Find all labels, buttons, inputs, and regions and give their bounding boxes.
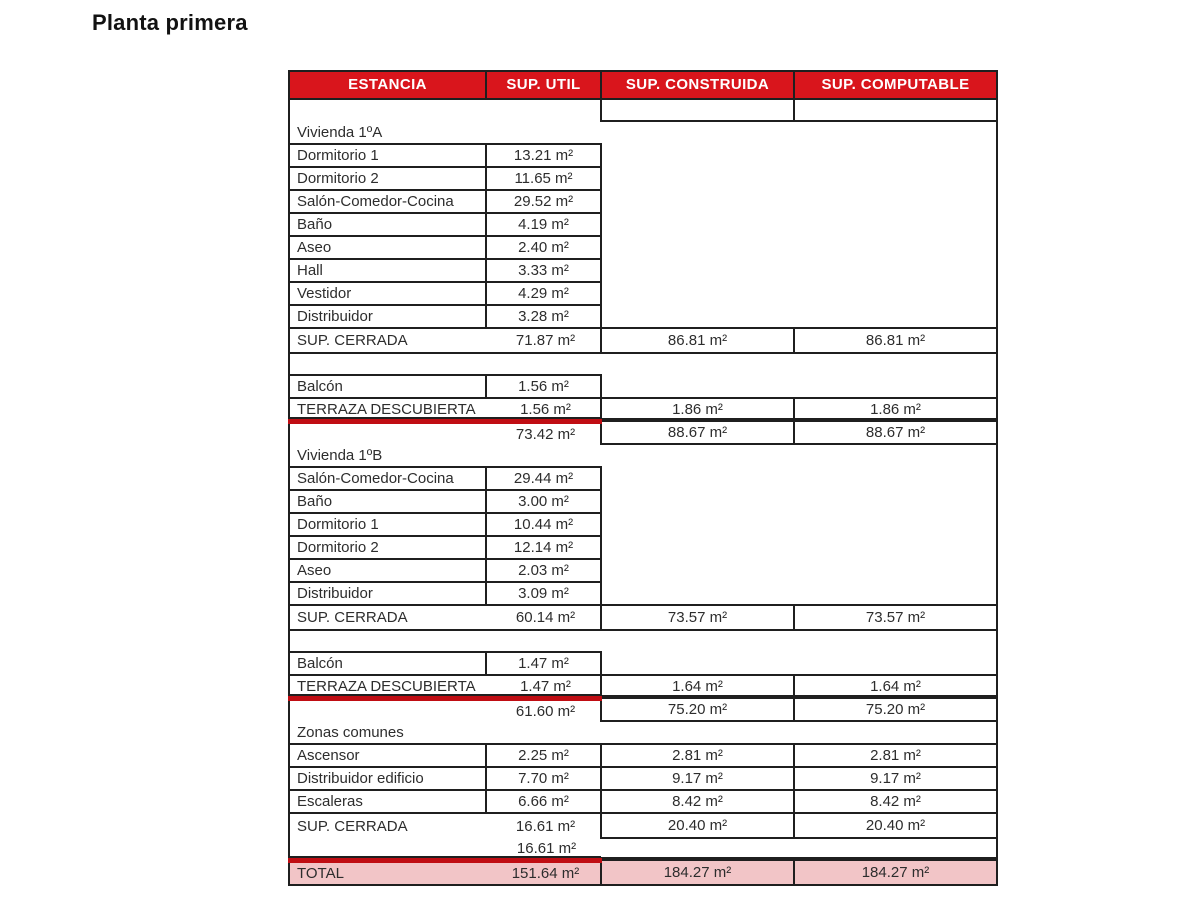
merged-empty-cell xyxy=(601,121,997,328)
sup-construida-cell: 73.57 m² xyxy=(601,605,794,630)
sup-construida-cell: 184.27 m² xyxy=(601,860,794,885)
row-subtotal xyxy=(289,698,997,721)
row-label: TERRAZA DESCUBIERTA xyxy=(297,400,476,418)
row-repeat xyxy=(289,838,997,860)
terraza-row-cell xyxy=(289,675,601,698)
row-spacer_mid xyxy=(289,353,997,375)
row-spacer_open xyxy=(289,99,997,121)
sup-util-cell: 29.52 m² xyxy=(486,190,601,213)
merged-empty-cell xyxy=(601,721,997,744)
row-item4 xyxy=(289,744,997,767)
row-label: TERRAZA DESCUBIERTA xyxy=(297,677,476,695)
sup-construida-cell: 1.86 m² xyxy=(601,398,794,421)
row-value-util: 71.87 m² xyxy=(515,332,576,350)
estancia-cell: Balcón xyxy=(289,652,486,675)
sup-construida-cell: 20.40 m² xyxy=(601,813,794,838)
estancia-cell: Aseo xyxy=(289,236,486,259)
header-estancia: ESTANCIA xyxy=(289,71,486,99)
sup-computable-cell xyxy=(794,99,997,121)
sup-util-cell: 7.70 m² xyxy=(486,767,601,790)
sup-computable-cell: 1.86 m² xyxy=(794,398,997,421)
row-terraza xyxy=(289,675,997,698)
sup-computable-cell: 73.57 m² xyxy=(794,605,997,630)
sup-util-cell: 3.09 m² xyxy=(486,582,601,605)
row-sum xyxy=(289,328,997,353)
sup-util-cell: 29.44 m² xyxy=(486,467,601,490)
estancia-cell: Balcón xyxy=(289,375,486,398)
sup-construida-cell: 2.81 m² xyxy=(601,744,794,767)
area-table xyxy=(288,70,998,886)
estancia-cell: Escaleras xyxy=(289,790,486,813)
sup-util-cell: 2.40 m² xyxy=(486,236,601,259)
estancia-cell: Dormitorio 1 xyxy=(289,144,486,167)
subtotal-row-cell xyxy=(289,421,601,444)
row-sum xyxy=(289,813,997,838)
sup-computable-cell: 86.81 m² xyxy=(794,328,997,353)
sup-util-cell: 3.33 m² xyxy=(486,259,601,282)
sup-util-cell: 1.47 m² xyxy=(486,652,601,675)
sup-util-cell: 3.00 m² xyxy=(486,490,601,513)
total-row-cell xyxy=(289,860,601,885)
row-label: TOTAL xyxy=(297,865,344,883)
section-label-cell: Vivienda 1ºA xyxy=(289,121,601,144)
header-sup-construida: SUP. CONSTRUIDA xyxy=(601,71,794,99)
estancia-cell: Dormitorio 1 xyxy=(289,513,486,536)
sup-computable-cell: 9.17 m² xyxy=(794,767,997,790)
row-item4 xyxy=(289,790,997,813)
row-label: SUP. CERRADA xyxy=(297,609,408,627)
table-body xyxy=(289,99,997,885)
surface-table xyxy=(288,70,998,886)
sup-computable-cell: 184.27 m² xyxy=(794,860,997,885)
sup-computable-cell: 8.42 m² xyxy=(794,790,997,813)
subtotal-row-cell xyxy=(289,698,601,721)
sup-construida-cell: 88.67 m² xyxy=(601,421,794,444)
merged-empty-cell xyxy=(601,444,997,605)
terraza-row-cell xyxy=(289,398,601,421)
sup-construida-cell: 1.64 m² xyxy=(601,675,794,698)
sup-util-cell: 12.14 m² xyxy=(486,536,601,559)
row-value-util: 60.14 m² xyxy=(515,609,576,627)
sup-util-cell: 4.19 m² xyxy=(486,213,601,236)
sup-construida-cell: 86.81 m² xyxy=(601,328,794,353)
estancia-cell: Vestidor xyxy=(289,282,486,305)
page-title: Planta primera xyxy=(92,10,248,35)
sup-construida-cell xyxy=(601,99,794,121)
header-sup-computable: SUP. COMPUTABLE xyxy=(794,71,997,99)
sup-util-cell: 2.25 m² xyxy=(486,744,601,767)
row-subtotal xyxy=(289,421,997,444)
sup-construida-cell: 8.42 m² xyxy=(601,790,794,813)
row-item4 xyxy=(289,767,997,790)
row-label xyxy=(290,710,491,711)
section-label-cell: Vivienda 1ºB xyxy=(289,444,601,467)
estancia-cell: Hall xyxy=(289,259,486,282)
row-section xyxy=(289,721,997,744)
row-label xyxy=(290,433,491,434)
row-value-util: 16.61 m² xyxy=(515,817,576,835)
sup-util-cell: 4.29 m² xyxy=(486,282,601,305)
estancia-cell: Salón-Comedor-Cocina xyxy=(289,467,486,490)
repeat-value-cell xyxy=(289,838,601,860)
sum-row-cell xyxy=(289,813,601,838)
estancia-cell: Distribuidor xyxy=(289,305,486,328)
row-label: SUP. CERRADA xyxy=(297,332,408,350)
row-value-util: 151.64 m² xyxy=(511,865,580,883)
estancia-spacer-cell xyxy=(289,353,601,375)
estancia-cell: Distribuidor edificio xyxy=(289,767,486,790)
merged-empty-cell xyxy=(601,838,997,860)
row-label xyxy=(290,847,492,848)
sup-util-cell: 6.66 m² xyxy=(486,790,601,813)
row-value-util: 1.56 m² xyxy=(520,400,571,418)
estancia-cell: Dormitorio 2 xyxy=(289,167,486,190)
estancia-cell: Baño xyxy=(289,490,486,513)
sup-computable-cell: 1.64 m² xyxy=(794,675,997,698)
row-label: SUP. CERRADA xyxy=(297,817,408,835)
header-sup-util: SUP. UTIL xyxy=(486,71,601,99)
sup-construida-cell: 75.20 m² xyxy=(601,698,794,721)
row-total xyxy=(289,860,997,885)
sup-construida-cell: 9.17 m² xyxy=(601,767,794,790)
sup-computable-cell: 20.40 m² xyxy=(794,813,997,838)
row-value-util: 73.42 m² xyxy=(515,425,576,443)
estancia-cell: Baño xyxy=(289,213,486,236)
sup-util-cell: 11.65 m² xyxy=(486,167,601,190)
table-header-row xyxy=(289,71,997,99)
row-value-util: 16.61 m² xyxy=(516,839,577,857)
merged-empty-cell xyxy=(601,630,997,675)
estancia-spacer-cell xyxy=(289,630,601,652)
row-section xyxy=(289,444,997,467)
row-terraza xyxy=(289,398,997,421)
merged-empty-cell xyxy=(601,353,997,398)
sup-computable-cell: 88.67 m² xyxy=(794,421,997,444)
section-label-cell: Zonas comunes xyxy=(289,721,601,744)
estancia-cell: Dormitorio 2 xyxy=(289,536,486,559)
sup-util-cell: 1.56 m² xyxy=(486,375,601,398)
sup-computable-cell: 75.20 m² xyxy=(794,698,997,721)
estancia-spacer-cell xyxy=(289,99,601,121)
sup-util-cell: 2.03 m² xyxy=(486,559,601,582)
row-section xyxy=(289,121,997,144)
estancia-cell: Salón-Comedor-Cocina xyxy=(289,190,486,213)
estancia-cell: Aseo xyxy=(289,559,486,582)
sum-row-cell xyxy=(289,605,601,630)
estancia-cell: Distribuidor xyxy=(289,582,486,605)
estancia-cell: Ascensor xyxy=(289,744,486,767)
row-sum xyxy=(289,605,997,630)
row-value-util: 1.47 m² xyxy=(520,677,571,695)
sup-util-cell: 3.28 m² xyxy=(486,305,601,328)
sup-util-cell: 10.44 m² xyxy=(486,513,601,536)
sup-computable-cell: 2.81 m² xyxy=(794,744,997,767)
row-value-util: 61.60 m² xyxy=(515,702,576,720)
sum-row-cell xyxy=(289,328,601,353)
row-spacer_mid xyxy=(289,630,997,652)
sup-util-cell: 13.21 m² xyxy=(486,144,601,167)
